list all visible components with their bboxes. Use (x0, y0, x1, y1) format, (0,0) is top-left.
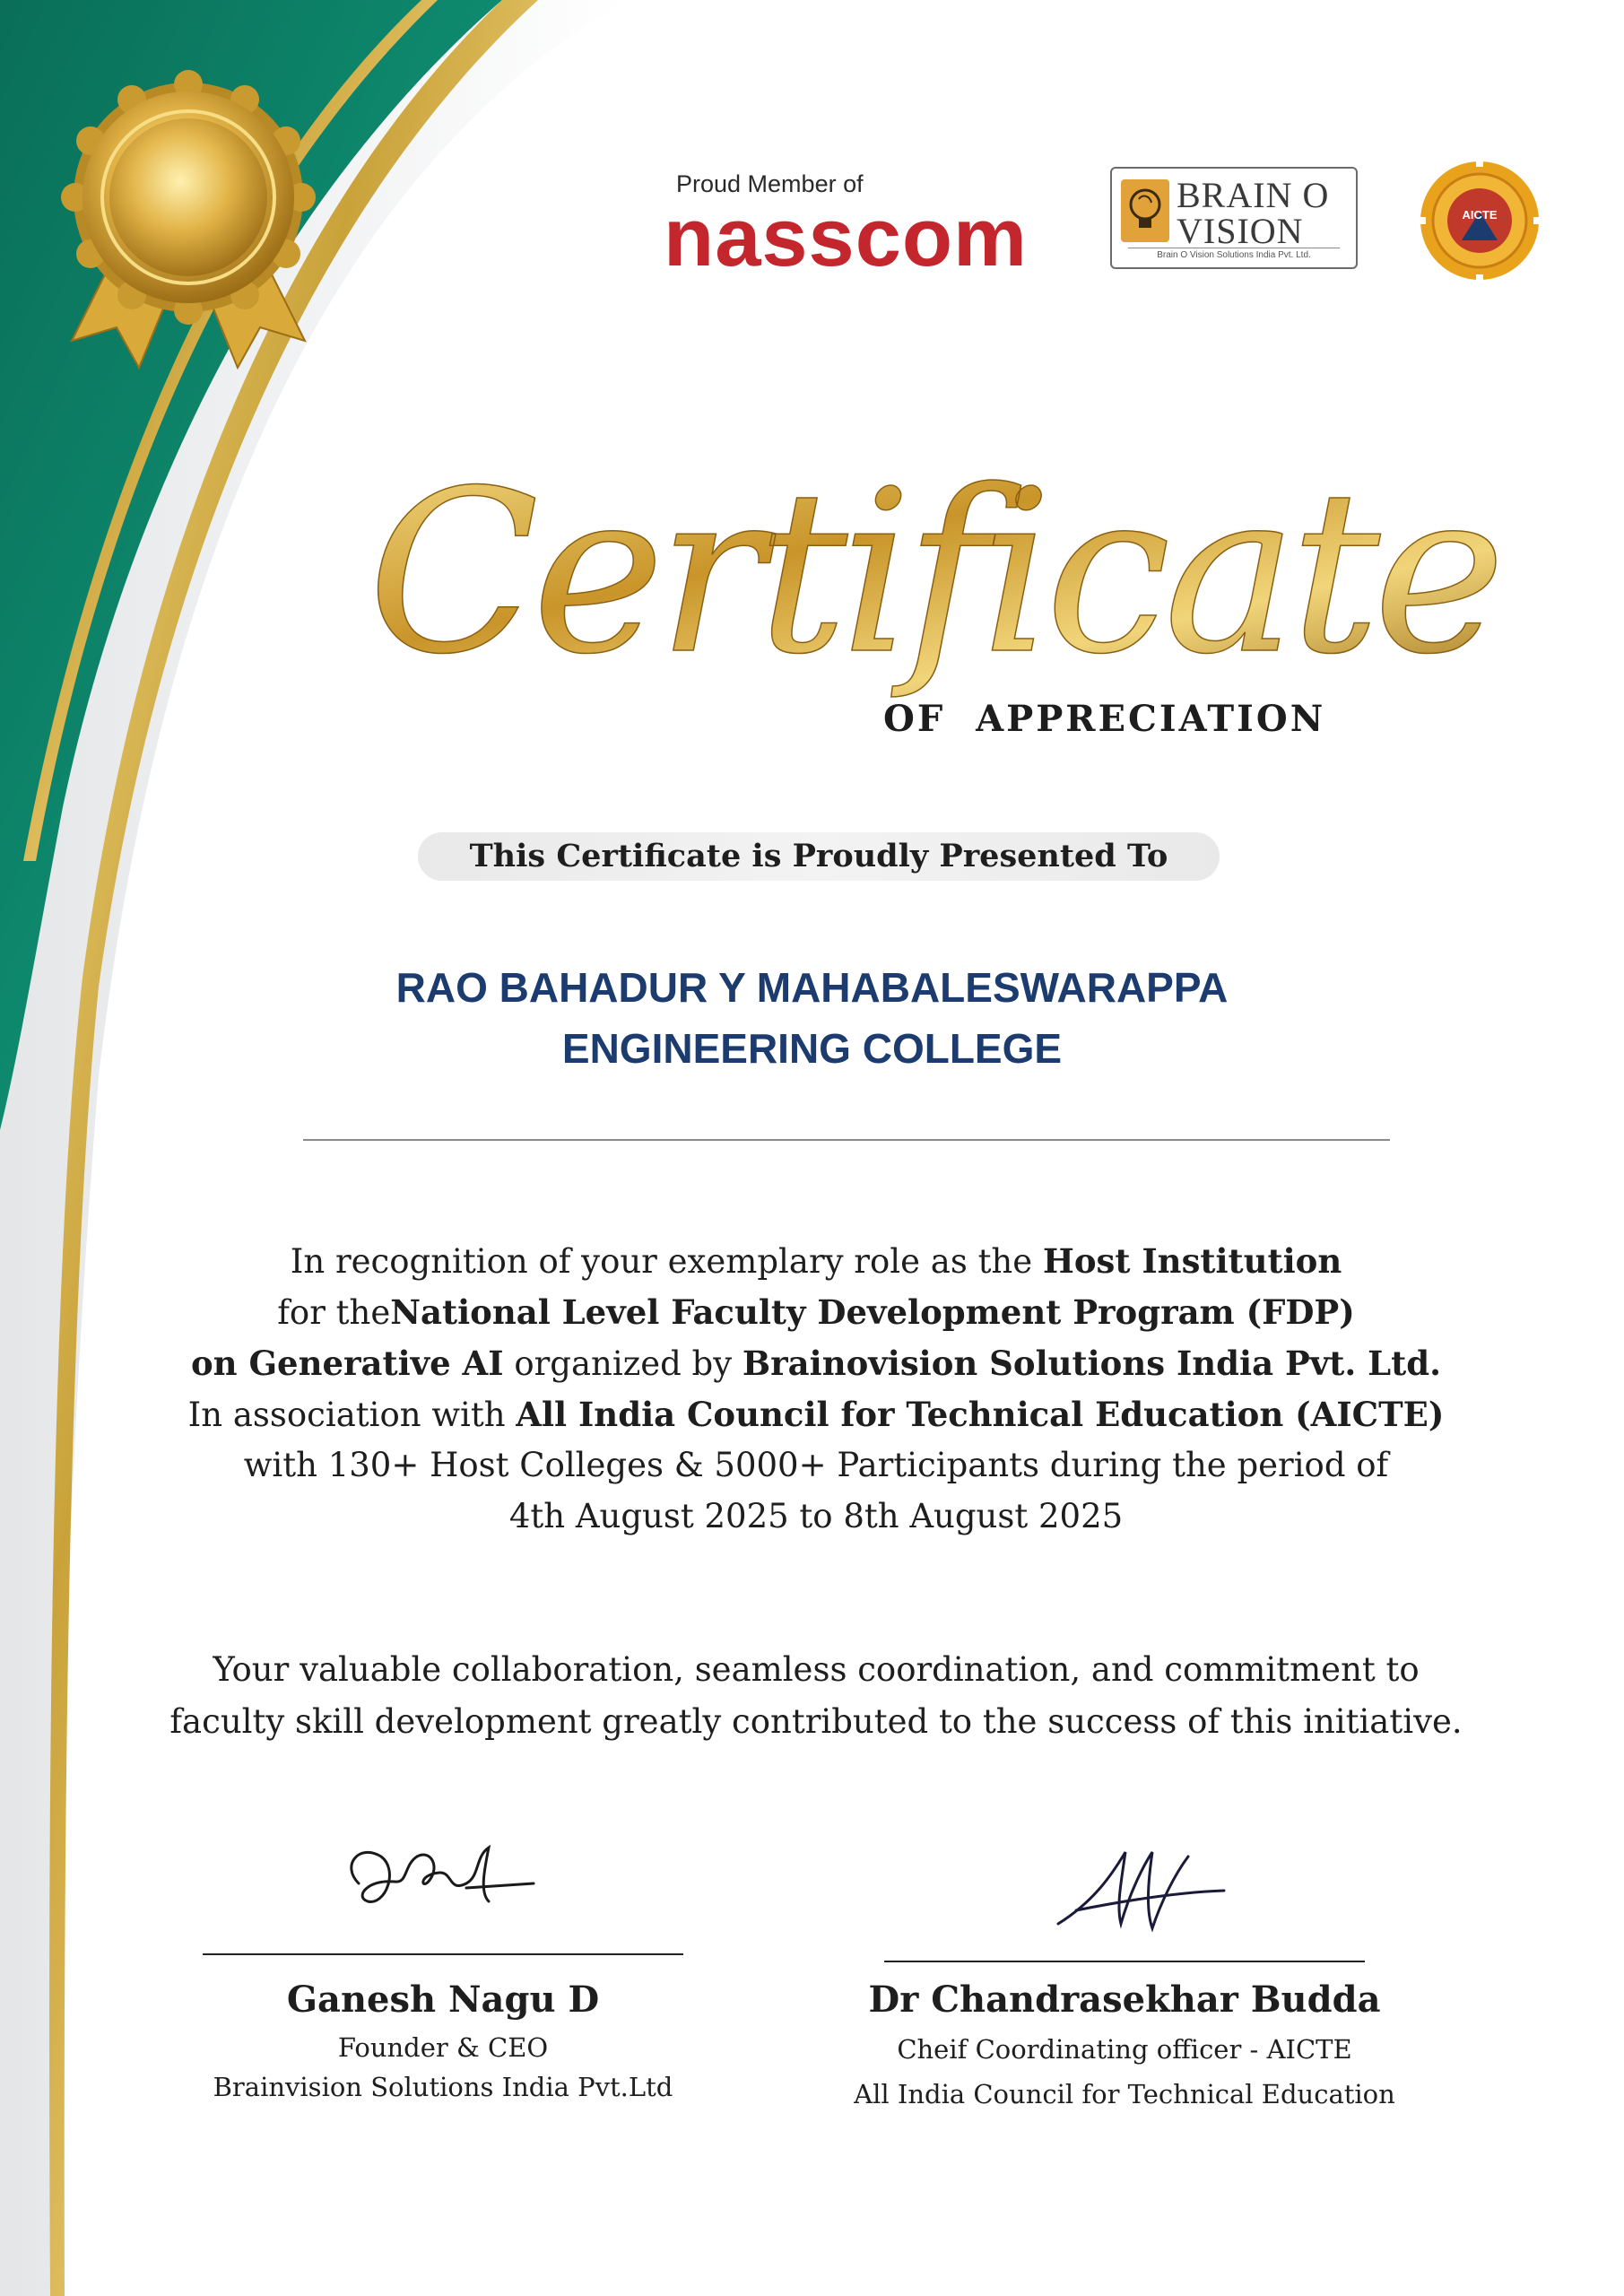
brainovision-line2: VISION (1177, 211, 1304, 251)
signature-chandrasekhar-image (1040, 1839, 1238, 1946)
certificate-script-word: Certificate (368, 442, 1499, 703)
body-line-4 (54, 1395, 1578, 1434)
closing-line-1: Your valuable collaboration, seamless coordination, and commitment to (213, 1650, 1420, 1689)
body-bold-text: Brainovision Solutions India Pvt. Ltd. (742, 1344, 1442, 1383)
brainovision-wordmark (1177, 175, 1330, 251)
signature-line-1 (203, 1953, 683, 1955)
brainovision-subline: Brain O Vision Solutions India Pvt. Ltd. (1128, 248, 1340, 260)
signatory-2-role: Cheif Coordinating officer - AICTE (897, 2034, 1352, 2065)
signatory-1-name: Ganesh Nagu D (286, 1979, 600, 2021)
nasscom-logo (664, 170, 1058, 283)
signature-ganesh-image (332, 1830, 547, 1928)
body-line-3 (54, 1344, 1578, 1383)
appreciation-subtitle: OF APPRECIATION (883, 698, 1326, 740)
recipient-name-line1: RAO BAHADUR Y MAHABALESWARAPPA (395, 964, 1229, 1011)
body-text: In recognition of your exemplary role as the (290, 1242, 1043, 1281)
body-line-2 (54, 1292, 1578, 1332)
body-bold-text: Host Institution (1042, 1241, 1342, 1281)
signatory-1-org: Brainvision Solutions India Pvt.Ltd (213, 2072, 673, 2102)
body-text: In association with (187, 1396, 517, 1434)
nasscom-tagline: Proud Member of (676, 170, 864, 197)
nasscom-wordmark: nasscom (664, 192, 1028, 283)
signatory-2-name: Dr Chandrasekhar Budda (868, 1979, 1381, 2021)
brainovision-logo (1110, 167, 1358, 269)
closing-line-2: faculty skill development greatly contributed to the success of this initiative. (169, 1702, 1463, 1741)
recipient-name-line2: ENGINEERING COLLEGE (561, 1025, 1063, 1072)
body-bold-text: All India Council for Technical Education (AICTE) (516, 1395, 1445, 1434)
body-line-6: 4th August 2025 to 8th August 2025 (508, 1497, 1124, 1535)
body-bold-text: National Level Faculty Development Program (FDP) (390, 1292, 1355, 1332)
signatory-2-org: All India Council for Technical Education (854, 2079, 1395, 2109)
body-text: for the (277, 1293, 391, 1332)
aicte-seal-icon (1417, 158, 1542, 283)
name-underline (303, 1139, 1390, 1141)
body-bold-text: on Generative AI (190, 1344, 504, 1383)
aicte-seal-text: AICTE (1462, 208, 1498, 222)
body-text: organized by (503, 1344, 743, 1383)
presented-to-banner: This Certificate is Proudly Presented To (418, 832, 1220, 881)
gold-award-medal-icon (36, 72, 341, 377)
body-line-5: with 130+ Host Colleges & 5000+ Participants during the period of (243, 1446, 1389, 1484)
signature-line-2 (884, 1961, 1365, 1962)
body-line-1 (54, 1241, 1578, 1281)
lightbulb-brain-icon (1121, 179, 1169, 242)
brainovision-line1: BRAIN O (1177, 175, 1330, 215)
signatory-1-role: Founder & CEO (337, 2032, 549, 2063)
